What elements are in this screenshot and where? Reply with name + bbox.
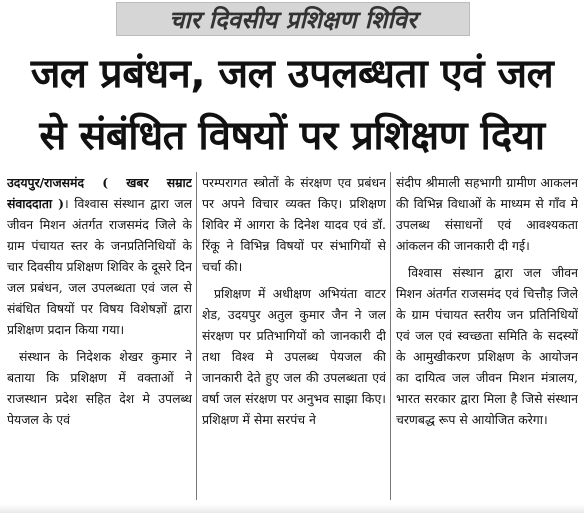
article-paragraph: परम्परागत स्त्रोतों के संरक्षण एव प्रबंधन पर अपने विचार व्यक्त किए। प्रशिक्षण शिविर में आगरा के दिनेश यादव एवं डॉ. रिंकू ने विभिन्न विषयों पर संभागियों से चर्चा की। bbox=[202, 175, 386, 274]
paragraph-text: । विश्वास संस्थान द्वारा जल जीवन मिशन अंतर्गत राजसमंद जिले के ग्राम पंचायत स्तर के जनप्रतिनिधियों के चार दिवसीय प्रशिक्षण शिविर के दूसरे दिन जल प्रबंधन, जल उपलब्धता एवं जल से संबंधित विषयों पर विषय विशेषज्ञों द्वारा प्रशिक्षण प्रदान किया गया। bbox=[7, 196, 192, 337]
article-paragraph: प्रशिक्षण में अधीक्षण अभियंता वाटर शेड, उदयपुर अतुल कुमार जैन ने जल संरक्षण पर प्रतिभागियों को जानकारी दी तथा विश्व मे उपलब्ध पेयजल की जानकारी देते हुए जल की उपलब्धता एवं वर्षा जल संरक्षण पर अनुभव साझा किए। प्रशिक्षण में सेमा सरपंच ने bbox=[202, 286, 386, 427]
kicker-banner: चार दिवसीय प्रशिक्षण शिविर bbox=[116, 2, 470, 36]
column-divider-2 bbox=[390, 172, 391, 500]
cropped-next-article-edge bbox=[0, 504, 584, 513]
article-column-1 bbox=[7, 172, 192, 500]
headline-line-1: जल प्रबंधन, जल उपलब्धता एवं जल bbox=[30, 51, 554, 97]
article-column-3 bbox=[396, 172, 578, 500]
dateline-byline: उदयपुर/राजसमंद ( खबर सम्राट संवाददाता ) bbox=[7, 175, 192, 211]
article-paragraph: संदीप श्रीमाली सहभागी ग्रामीण आकलन की विभिन्न विधाओं के माध्यम से गाँव मे उपलब्ध संसाधनों एवं आवश्यकता आंकलन की जानकारी दी गई। bbox=[396, 175, 578, 253]
article-paragraph: विश्वास संस्थान द्वारा जल जीवन मिशन अंतर्गत राजसमंद एवं चित्तौड़ जिले के ग्राम पंचायत स्तरीय जन प्रतिनिधियों एवं जल एवं स्वच्छता समिति के सदस्यों के आमुखीकरण प्रशिक्षण के आयोजन का दायित्व जल जीवन मिशन मंत्रालय, भारत सरकार द्वारा मिला है जिसे संस्थान चरणबद्ध रूप से आयोजित करेगा। bbox=[396, 265, 578, 427]
column-divider-1 bbox=[196, 172, 197, 500]
article-paragraph: संस्थान के निदेशक शेखर कुमार ने बताया कि प्रशिक्षण में वक्ताओं ने राजस्थान प्रदेश सहित देश मे उपलब्ध पेयजल के एवं bbox=[7, 349, 192, 427]
article-column-2 bbox=[202, 172, 386, 500]
article-paragraph bbox=[7, 172, 192, 340]
headline-line-2: से संबंधित विषयों पर प्रशिक्षण दिया bbox=[39, 113, 545, 159]
